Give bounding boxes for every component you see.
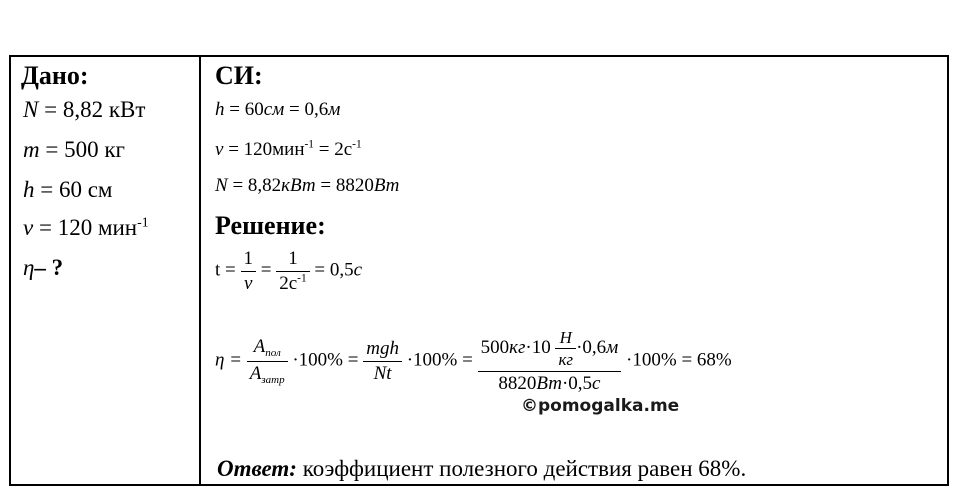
denominator-text: 2с [279, 272, 298, 294]
numerator-text: 500 [480, 337, 510, 359]
solution-table [9, 55, 949, 486]
si-symbol: N [215, 175, 228, 196]
fraction-denominator [478, 372, 622, 396]
fraction-numerator: 1 [241, 247, 257, 272]
given-line-height [23, 177, 112, 203]
given-symbol: m [23, 137, 40, 162]
formula-text: η = [215, 349, 242, 371]
fraction-numerator: mgh [363, 337, 402, 362]
given-column [11, 57, 199, 484]
si-line-height [215, 99, 340, 121]
inner-numerator: Н [555, 327, 576, 349]
si-header: СИ: [215, 61, 263, 90]
denominator-text: ·0,5 [561, 372, 593, 394]
given-value: = 60 см [34, 177, 113, 202]
fraction [241, 247, 257, 296]
fraction [363, 337, 402, 386]
given-symbol: ν [23, 215, 34, 240]
denominator-text: A [249, 362, 262, 384]
given-superscript: -1 [137, 214, 149, 230]
fraction-denominator: ν [244, 272, 253, 294]
answer-line [217, 456, 746, 482]
denominator-superscript: -1 [297, 272, 307, 285]
fraction-denominator [276, 272, 309, 296]
solution-column [201, 57, 947, 484]
fraction-denominator [247, 362, 288, 388]
formula-text: = 0,5 [314, 259, 354, 281]
si-value: = 0,6 [284, 99, 329, 120]
formula-text: = [260, 259, 272, 281]
fraction-numerator [478, 327, 622, 372]
inner-denominator: кг [558, 350, 574, 370]
denominator-unit: Вт [536, 372, 562, 394]
given-value: = 8,82 кВт [38, 97, 146, 122]
formula-text: ·100% = [292, 349, 359, 371]
si-line-power [215, 175, 399, 197]
formula-text: ·100% = [406, 349, 473, 371]
fraction-numerator: 1 [276, 247, 309, 272]
efficiency-formula [215, 327, 732, 395]
numerator-unit: кг [509, 337, 526, 359]
given-line-mass [23, 137, 125, 163]
si-value: = 60 [224, 99, 264, 120]
fraction [276, 247, 309, 296]
answer-label: Ответ: [217, 456, 297, 481]
fraction [478, 327, 622, 395]
fraction-numerator [247, 335, 288, 362]
formula-text: t = [215, 259, 236, 281]
si-superscript: -1 [352, 138, 362, 151]
si-unit: см [263, 99, 285, 120]
given-symbol: h [23, 177, 35, 202]
answer-text: коэффициент полезного действия равен 68%. [296, 456, 747, 481]
given-value: = 120 мин [33, 215, 138, 240]
formula-result: ·100% = 68% [626, 349, 732, 371]
given-line-power [23, 97, 145, 123]
given-header: Дано: [21, 61, 89, 90]
given-symbol: η [23, 255, 35, 280]
given-line-frequency [23, 215, 149, 241]
si-value: = 2с [314, 139, 353, 160]
solution-header: Решение: [215, 211, 326, 240]
si-line-frequency [215, 139, 362, 161]
si-symbol: h [215, 99, 225, 120]
numerator-unit: м [606, 337, 619, 359]
denominator-unit: с [592, 372, 601, 394]
given-value: = 500 кг [39, 137, 125, 162]
numerator-text: ·0,6 [576, 337, 607, 359]
si-symbol: ν [215, 139, 224, 160]
si-value: = 8820 [315, 175, 374, 196]
watermark: ©pomogalka.me [521, 396, 680, 416]
si-unit: м [328, 99, 341, 120]
denominator-text: 8820 [498, 372, 537, 394]
numerator-text: ·10 [525, 337, 551, 359]
si-value: = 8,82 [227, 175, 282, 196]
si-unit: Вт [373, 175, 400, 196]
inner-fraction [555, 327, 576, 371]
si-unit: кВт [281, 175, 316, 196]
si-superscript: -1 [304, 138, 315, 151]
given-line-unknown [23, 255, 63, 281]
fraction [247, 335, 288, 388]
numerator-subscript: пол [265, 346, 281, 359]
denominator-subscript: затр [261, 373, 285, 386]
numerator-text: A [253, 335, 266, 357]
formula-unit: с [353, 259, 363, 281]
given-value: – ? [34, 255, 64, 280]
given-symbol: N [23, 97, 39, 122]
si-value: = 120мин [223, 139, 305, 160]
time-formula [215, 247, 362, 296]
fraction-denominator: Nt [373, 362, 392, 384]
